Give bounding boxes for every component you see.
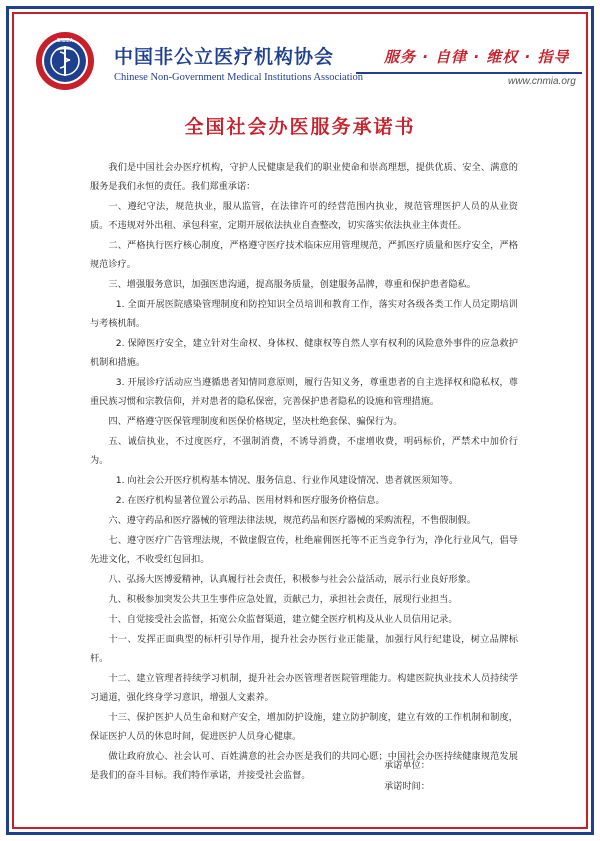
- org-name-english: Chinese Non-Government Medical Institutions Association: [114, 72, 364, 83]
- commitment-3-item-2: 2. 保障医疗安全，建立针对生命权、身体权、健康权等自然人享有权利的风险意外事件的应急救护机制和措施。: [90, 338, 518, 368]
- association-logo-icon: [34, 30, 96, 92]
- header-divider: [356, 72, 582, 74]
- org-name-chinese: 中国非公立医疗机构协会: [114, 46, 335, 68]
- commitment-5-item-2: 2. 在医疗机构显著位置公示药品、医用材料和医疗服务价格信息。: [115, 495, 385, 506]
- logo-wordmark: CNMIA: [56, 38, 74, 44]
- letterhead: [22, 28, 578, 98]
- commitment-2: 二、严格执行医疗核心制度，严格遵守医疗技术临床应用管理规范，严抓医疗质量和医疗安全，严格规范诊疗。: [90, 240, 518, 270]
- commitment-3: 三、增强服务意识，加强医患沟通，提高服务质量，创建服务品牌，尊重和保护患者隐私。: [108, 279, 476, 290]
- document-body: [90, 158, 518, 786]
- commitment-8: 八、弘扬大医博爱精神，认真履行社会责任，积极参与社会公益活动，展示行业良好形象。: [108, 574, 476, 585]
- commitment-3-item-1: 1. 全面开展医院感染管理制度和防控知识全员培训和教育工作，落实对各级各类工作人员定期培训与考核机制。: [90, 299, 518, 329]
- commitment-6: 六、遵守药品和医疗器械的管理法律法规，规范药品和医疗器械的采购流程，不售假制假。: [108, 515, 476, 526]
- commitment-11: 十一、发挥正面典型的标杆引导作用，提升社会办医行业正能量，加强行风行纪建设，树立品牌标杆。: [90, 634, 518, 664]
- commitment-1: 一、遵纪守法，规范执业，服从监管，在法律许可的经营范围内执业，规范管理医护人员的从业资质。不违规对外出租、承包科室，定期开展依法执业自查整改，切实落实依法执业主体责任。: [90, 201, 518, 231]
- commitment-13: 十三、保护医护人员生命和财产安全，增加防护设施，建立防护制度，建立有效的工作机制和制度，保证医护人员的休息时间，促进医护人员身心健康。: [90, 712, 518, 742]
- commitment-3-item-3: 3. 开展诊疗活动应当遵循患者知情同意原则，履行告知义务，尊重患者的自主选择权和隐私权，尊重民族习惯和宗教信仰，并对患者的隐私保密，完善保护患者隐私的设施和管理措施。: [90, 377, 518, 407]
- website-link[interactable]: www.cnmia.org: [508, 76, 576, 87]
- commitment-10: 十、自觉接受社会监督，拓宽公众监督渠道，建立健全医疗机构及从业人员信用记录。: [108, 614, 458, 625]
- intro-paragraph: 我们是中国社会办医疗机构，守护人民健康是我们的职业使命和崇高理想，提供优质、安全、满意的服务是我们永恒的责任。我们郑重承诺：: [90, 162, 518, 192]
- slogan: 服务 · 自律 · 维权 · 指导: [384, 48, 570, 66]
- signature-date-label: 承诺时间：: [384, 781, 430, 792]
- commitment-7: 七、遵守医疗广告管理法规，不做虚假宣传，杜绝雇佣医托等不正当竞争行为，净化行业风气，倡导先进文化，不收受红包回扣。: [90, 535, 518, 565]
- document-title: 全国社会办医服务承诺书: [184, 116, 416, 138]
- closing-paragraph: 做让政府放心、社会认可、百姓满意的社会办医是我们的共同心愿；中国社会办医持续健康规范发展是我们的奋斗目标。我们特作承诺，并接受社会监督。: [90, 751, 518, 781]
- signature-unit-label: 承诺单位：: [384, 760, 430, 771]
- commitment-5: 五、诚信执业，不过度医疗，不强制消费，不诱导消费，不虚增收费，明码标价，严禁术中加价行为。: [90, 436, 518, 466]
- commitment-9: 九、积极参加突发公共卫生事件应急处置，贡献己力，承担社会责任，展现行业担当。: [108, 594, 458, 605]
- commitment-4: 四、严格遵守医保管理制度和医保价格规定，坚决杜绝套保、骗保行为。: [108, 416, 403, 427]
- commitment-12: 十二、建立管理者持续学习机制，提升社会办医管理者医院管理能力。构建医院执业技术人员持续学习通道，强化终身学习意识，增强人文素养。: [90, 673, 518, 703]
- commitment-5-item-1: 1. 向社会公开医疗机构基本情况、服务信息、行业作风建设情况、患者就医须知等。: [115, 475, 459, 486]
